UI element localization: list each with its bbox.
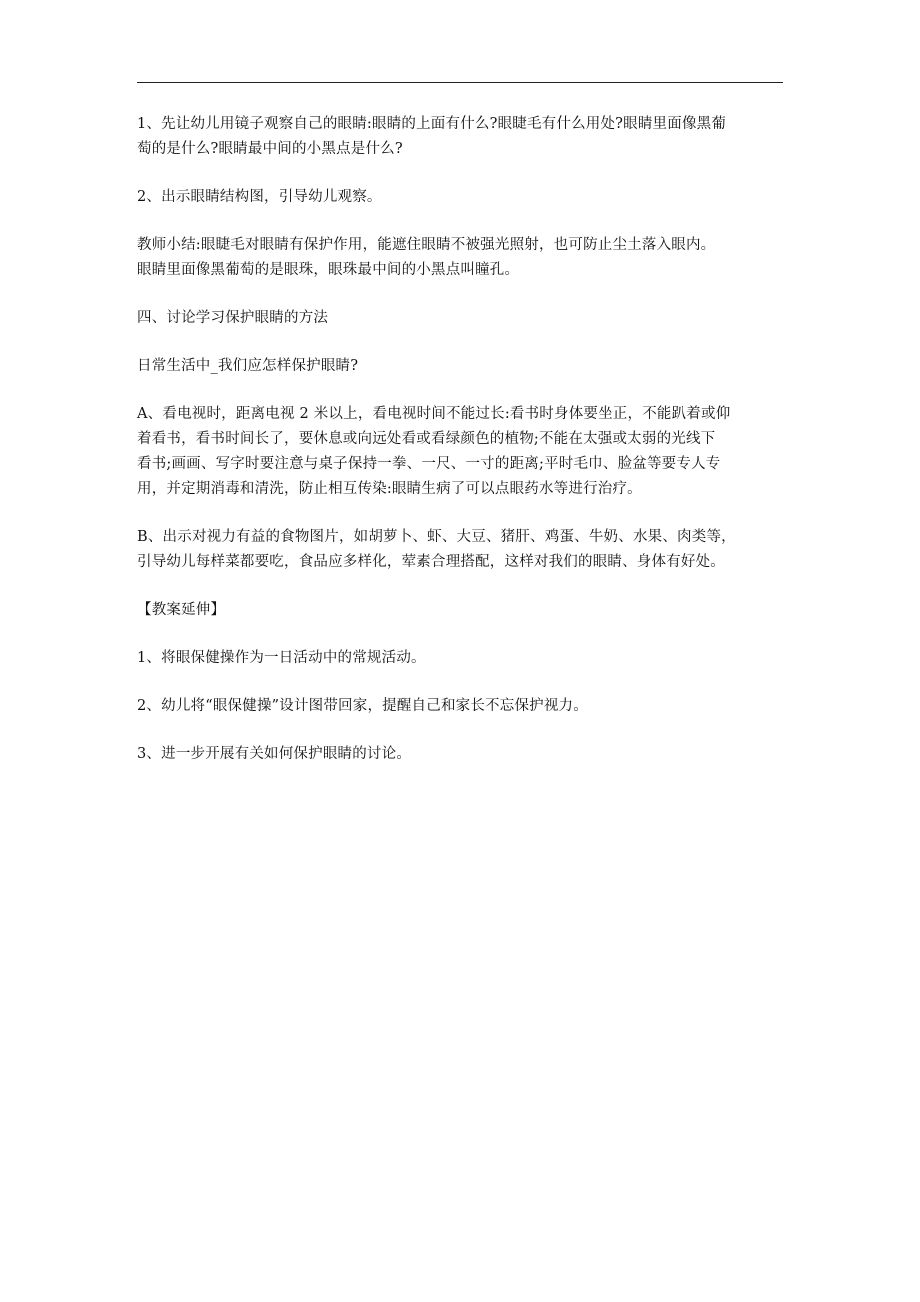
text-line: 2、幼儿将“眼保健操”设计图带回家，提醒自己和家长不忘保护视力。: [137, 698, 588, 714]
text-line: 眼睛里面像黑葡萄的是眼珠，眼珠最中间的小黑点叫瞳孔。: [137, 262, 520, 278]
paragraph-extension-2: [137, 694, 797, 719]
section-heading-discussion: [137, 306, 797, 331]
header-rule: [137, 82, 783, 83]
paragraph-item-b: [137, 525, 797, 575]
text-line: 日常生活中_我们应怎样保护眼睛?: [137, 358, 359, 374]
text-line: 用，并定期消毒和清洗，防止相互传染:眼睛生病了可以点眼药水等进行治疗。: [137, 481, 642, 497]
text-line: 看书;画画、写字时要注意与桌子保持一拳、一尺、一寸的距离;平时毛巾、脸盆等要专人专: [137, 456, 721, 472]
paragraph-teacher-summary: [137, 233, 797, 283]
section-heading-extension: [137, 598, 797, 623]
text-line: A、看电视时，距离电视 2 米以上，看电视时间不能过长:看书时身体要坐正，不能趴着或仰: [137, 406, 731, 422]
paragraph-extension-1: [137, 646, 797, 671]
text-line: 着看书，看书时间长了，要休息或向远处看或看绿颜色的植物;不能在太强或太弱的光线下: [137, 431, 716, 447]
text-line: 萄的是什么?眼睛最中间的小黑点是什么?: [137, 141, 403, 157]
text-line: 四、讨论学习保护眼睛的方法: [137, 310, 329, 326]
text-line: 1、先让幼儿用镜子观察自己的眼睛:眼睛的上面有什么?眼睫毛有什么用处?眼睛里面像黑葡: [137, 116, 727, 132]
text-line: 【教案延伸】: [137, 602, 226, 618]
paragraph-extension-3: [137, 742, 797, 767]
paragraph-question: [137, 354, 797, 379]
text-line: 教师小结:眼睫毛对眼睛有保护作用，能遮住眼睛不被强光照射，也可防止尘土落入眼内。: [137, 237, 716, 253]
paragraph-observe-eyes: [137, 112, 797, 162]
text-line: 3、进一步开展有关如何保护眼睛的讨论。: [137, 746, 412, 762]
text-line: 引导幼儿每样菜都要吃，食品应多样化，荤素合理搭配，这样对我们的眼睛、身体有好处。: [137, 554, 725, 570]
paragraph-structure-diagram: [137, 185, 797, 210]
paragraph-item-a: [137, 402, 797, 502]
text-line: B、出示对视力有益的食物图片，如胡萝卜、虾、大豆、猪肝、鸡蛋、牛奶、水果、肉类等，: [137, 529, 736, 545]
document-body: [137, 112, 797, 790]
text-line: 1、将眼保健操作为一日活动中的常规活动。: [137, 650, 426, 666]
text-line: 2、出示眼睛结构图，引导幼儿观察。: [137, 189, 382, 205]
